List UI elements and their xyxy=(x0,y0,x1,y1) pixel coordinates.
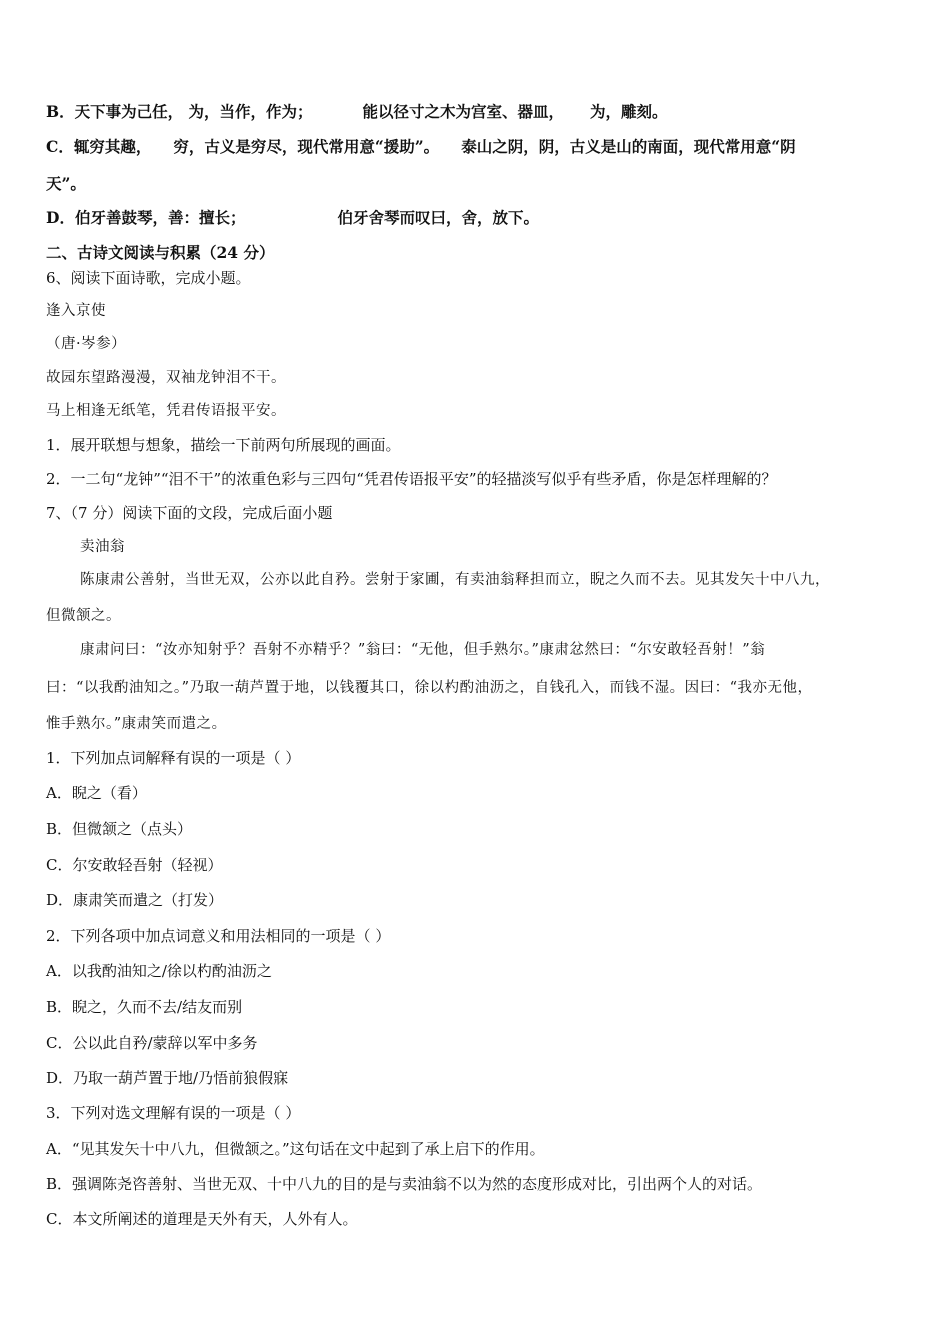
q7-sub3-option-c: C．本文所阐述的道理是天外有天，人外有人。 xyxy=(46,1210,358,1228)
option-c-part2: 穷，古义是穷尽，现代常用意“援助”。 xyxy=(173,137,440,156)
option-d-part1: D．伯牙善鼓琴，善：擅长； xyxy=(46,208,246,227)
option-c-part3: 泰山之阴，阴，古义是山的南面，现代常用意“阴 xyxy=(461,137,796,156)
q7-sub1-option-d: D．康肃笑而遣之（打发） xyxy=(46,891,224,909)
poem-line-1: 故园东望路漫漫，双袖龙钟泪不干。 xyxy=(46,370,286,386)
q7-sub1-option-a: A．睨之（看） xyxy=(46,784,147,802)
q7-sub1-option-c: C．尔安敢轻吾射（轻视） xyxy=(46,856,223,874)
q7-sub1-stem: 1．下列加点词解释有误的一项是（ ） xyxy=(46,749,301,767)
option-c-line xyxy=(46,137,796,157)
option-b-part2: 能以径寸之木为宫室、器皿， xyxy=(362,102,565,121)
passage-para2-line2: 曰：“以我酌油知之。”乃取一葫芦置于地，以钱覆其口，徐以杓酌油沥之，自钱孔入，而钱不湿。因曰：“我亦无他， xyxy=(46,680,813,696)
passage-para2-line3: 惟手熟尔。”康肃笑而遣之。 xyxy=(46,716,227,732)
section-2-title: 二、古诗文阅读与积累（24 分） xyxy=(46,243,275,262)
passage-para1-line2: 但微颔之。 xyxy=(46,608,121,624)
q7-sub2-option-c: C．公以此自矜/蒙辞以军中多务 xyxy=(46,1034,258,1052)
q6-subquestion-1: 1．展开联想与想象，描绘一下前两句所展现的画面。 xyxy=(46,436,401,454)
passage-title: 卖油翁 xyxy=(80,539,125,555)
option-d-part2: 伯牙舍琴而叹曰，舍，放下。 xyxy=(337,208,539,227)
q7-sub2-option-b: B．睨之，久而不去/结友而别 xyxy=(46,998,243,1016)
poem-line-2: 马上相逢无纸笔，凭君传语报平安。 xyxy=(46,403,286,419)
passage-para2-line1: 康肃问曰：“汝亦知射乎？吾射不亦精乎？”翁曰：“无他，但手熟尔。”康肃忿然曰：“尔安敢轻吾射！”翁 xyxy=(80,642,766,658)
q7-sub3-option-b: B．强调陈尧咨善射、当世无双、十中八九的目的是与卖油翁不以为然的态度形成对比，引出两个人的对话。 xyxy=(46,1175,763,1193)
q7-sub2-option-d: D．乃取一葫芦置于地/乃悟前狼假寐 xyxy=(46,1069,289,1087)
poem-title: 逢入京使 xyxy=(46,303,106,319)
q7-sub3-option-a: A．“见其发矢十中八九，但微颔之。”这句话在文中起到了承上启下的作用。 xyxy=(46,1140,545,1158)
q6-stem: 6、阅读下面诗歌，完成小题。 xyxy=(46,269,251,287)
poem-author: （唐·岑参） xyxy=(46,336,127,352)
q7-sub2-stem: 2．下列各项中加点词意义和用法相同的一项是（ ） xyxy=(46,927,391,945)
q7-sub2-option-a: A．以我酌油知之/徐以杓酌油沥之 xyxy=(46,962,272,980)
q6-subquestion-2: 2．一二句“龙钟”“泪不干”的浓重色彩与三四句“凭君传语报平安”的轻描淡写似乎有些矛盾，你是怎样理解的？ xyxy=(46,470,777,488)
passage-para1-line1: 陈康肃公善射，当世无双，公亦以此自矜。尝射于家圃，有卖油翁释担而立，睨之久而不去。见其发矢十中八九， xyxy=(80,572,830,588)
option-c-part1: C．辄穷其趣， xyxy=(46,137,152,156)
q7-stem: 7、（7 分）阅读下面的文段，完成后面小题 xyxy=(46,504,333,522)
option-b-line xyxy=(46,102,668,122)
option-d-line xyxy=(46,208,539,228)
option-c-continuation: 天”。 xyxy=(46,174,86,193)
option-b-part1: B．天下事为己任， 为，当作，作为； xyxy=(46,102,313,121)
option-b-part3: 为，雕刻。 xyxy=(590,102,668,121)
q7-sub1-option-b: B．但微颔之（点头） xyxy=(46,820,193,838)
q7-sub3-stem: 3．下列对选文理解有误的一项是（ ） xyxy=(46,1104,301,1122)
